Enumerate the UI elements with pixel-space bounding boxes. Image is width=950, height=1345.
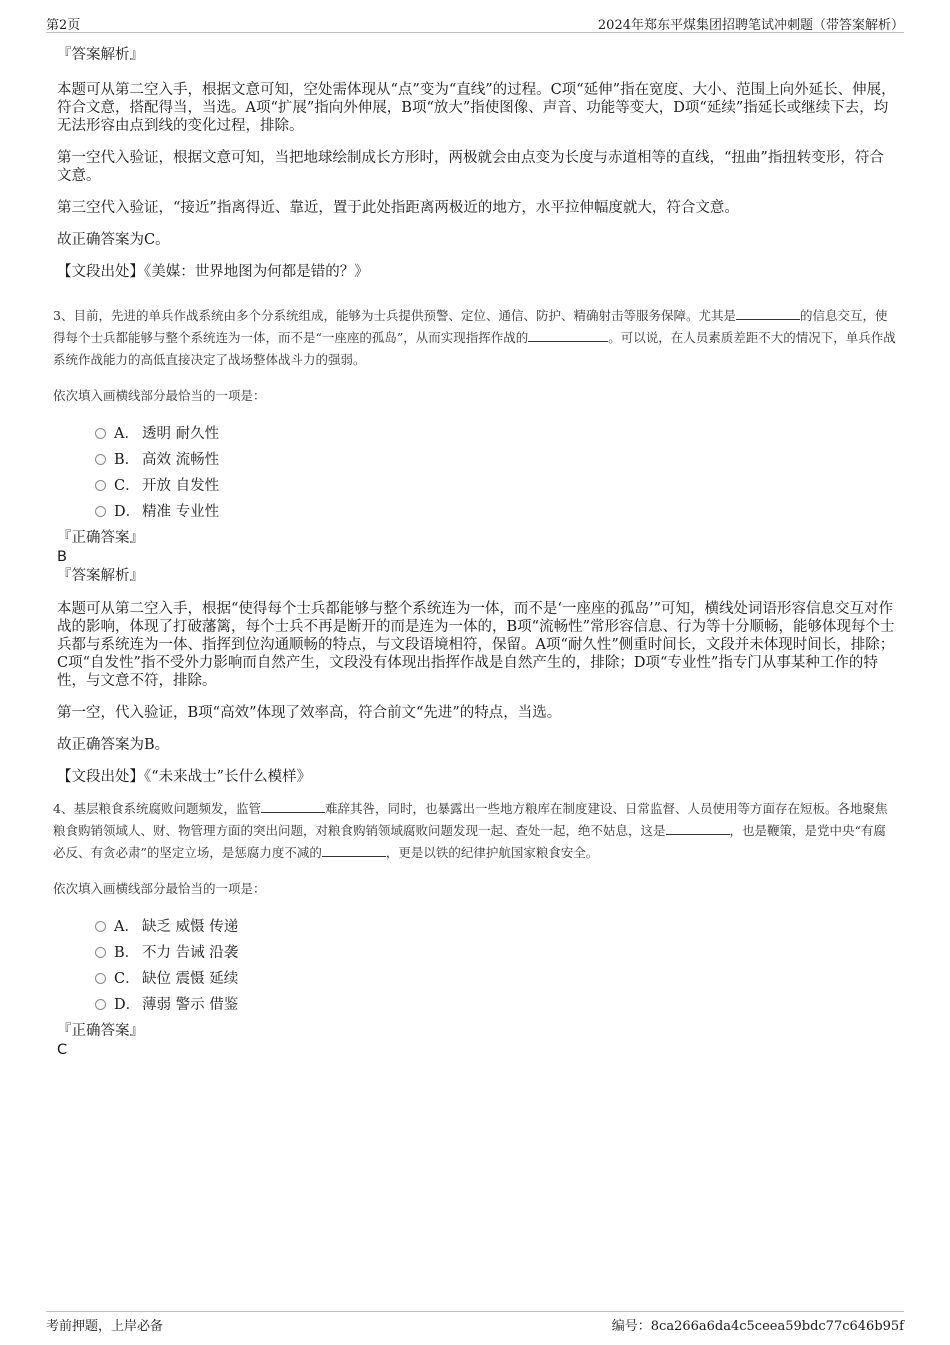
q3-correct-label: 『正确答案』: [57, 530, 144, 546]
q4-correct-answer: C: [57, 1042, 68, 1058]
document-title: 2024年郑东平煤集团招聘笔试冲刺题（带答案解析）: [597, 18, 904, 33]
q3-stem: 3、目前，先进的单兵作战系统由多个分系统组成，能够为士兵提供预警、定位、通信、防护、精确射击等服务保障。尤其是 的信息交互，使得每个士兵都能够与整个系统连为一体，而不是“一座座的孤岛”，从而实现指挥作战的 。可以说，在人员素质差距不大的情况下，单兵作战系统作战能力的高低直接决定了战场整体战斗力的强弱。: [53, 308, 896, 367]
q3-option-d[interactable]: D． 精准 专业性: [95, 499, 897, 525]
q2-analysis-label: 『答案解析』: [57, 47, 144, 63]
q2-source: 【文段出处】《美媒：世界地图为何都是错的？》: [57, 264, 369, 280]
q4-stem: 4、基层粮食系统腐败问题频发，监管 难辞其咎，同时，也暴露出一些地方粮库在制度建设、日常监督、人员使用等方面存在短板。各地聚焦粮食购销领域人、财、物管理方面的突出问题，对粮食购销领域腐败问题发现一起、查处一起，绝不姑息，这是 ，也是鞭策，是党中央“有腐必反、有贪必肃”的坚定立场，是惩腐力度不减的 ，更是以铁的纪律护航国家粮食安全。: [53, 801, 888, 860]
q3-blank-2: [528, 329, 608, 342]
q4-blank-2: [666, 822, 730, 835]
q2-analysis-p1: 本题可从第二空入手，根据文意可知，空处需体现从“点”变为“直线”的过程。C项“延伸”指在宽度、大小、范围上向外延长、伸展，符合文意，搭配得当，当选。A项“扩展”指向外伸展，B项“放大”指使图像、声音、功能等变大，D项“延续”指延长或继续下去，均无法形容由点到线的变化过程，排除。: [57, 82, 896, 134]
page-content: [53, 46, 897, 1060]
footer-slogan: 考前押题，上岸必备: [46, 1319, 164, 1334]
radio-button[interactable]: [95, 506, 106, 517]
q3-option-b[interactable]: B． 高效 流畅性: [95, 447, 897, 473]
q2-analysis-p2: 第一空代入验证，根据文意可知，当把地球绘制成长方形时，两极就会由点变为长度与赤道相等的直线，“扭曲”指扭转变形，符合文意。: [57, 150, 884, 184]
page-number: 第2页: [46, 18, 81, 33]
q4-option-d[interactable]: D． 薄弱 警示 借鉴: [95, 992, 897, 1018]
document-id: 编号：8ca266a6da4c5ceea59bdc77c646b95f: [611, 1319, 904, 1334]
q3-prompt: 依次填入画横线部分最恰当的一项是：: [53, 388, 266, 403]
page-footer: [46, 1311, 904, 1335]
q3-option-c[interactable]: C． 开放 自发性: [95, 473, 897, 499]
q4-blank-1: [261, 800, 325, 813]
q4-option-a[interactable]: A． 缺乏 威慑 传递: [95, 914, 897, 940]
q4-option-b[interactable]: B． 不力 告诫 沿袭: [95, 940, 897, 966]
q3-option-a[interactable]: A． 透明 耐久性: [95, 421, 897, 447]
q3-conclusion: 故正确答案为B。: [57, 737, 170, 753]
radio-button[interactable]: [95, 947, 106, 958]
radio-button[interactable]: [95, 480, 106, 491]
q2-analysis-p3: 第三空代入验证，“接近”指离得近、靠近，置于此处指距离两极近的地方，水平拉伸幅度就大，符合文意。: [57, 200, 739, 216]
q4-option-c[interactable]: C． 缺位 震慑 延续: [95, 966, 897, 992]
q2-conclusion: 故正确答案为C。: [57, 232, 170, 248]
radio-button[interactable]: [95, 428, 106, 439]
q4-blank-3: [322, 844, 386, 857]
q3-analysis-p2: 第一空，代入验证，B项“高效”体现了效率高，符合前文“先进”的特点，当选。: [57, 705, 562, 721]
radio-button[interactable]: [95, 973, 106, 984]
q4-options: [57, 914, 897, 1018]
q3-analysis-label: 『答案解析』: [57, 568, 144, 584]
radio-button[interactable]: [95, 454, 106, 465]
q4-correct-label: 『正确答案』: [57, 1023, 144, 1039]
q3-options: [57, 421, 897, 525]
q3-correct-answer: B: [57, 549, 67, 565]
radio-button[interactable]: [95, 999, 106, 1010]
q3-source: 【文段出处】《“未来战士”长什么模样》: [57, 769, 312, 785]
q4-prompt: 依次填入画横线部分最恰当的一项是：: [53, 881, 266, 896]
page-header: [46, 14, 904, 33]
radio-button[interactable]: [95, 921, 106, 932]
q3-blank-1: [736, 307, 800, 320]
q3-analysis-p1: 本题可从第二空入手，根据“使得每个士兵都能够与整个系统连为一体，而不是‘一座座的孤岛’”可知，横线处词语形容信息交互对作战的影响，体现了打破藩篱，每个士兵不再是断开的而是连为一体的，B项“流畅性”常形容信息、行为等十分顺畅，能够体现每个士兵都与系统连为一体、指挥到位沟通顺畅的特点，与文段语境相符，保留。A项“耐久性”侧重时间长，文段并未体现时间长，排除；C项“自发性”指不受外力影响而自然产生，文段没有体现出指挥作战是自然产生的，排除；D项“专业性”指专门从事某种工作的特性，与文意不符，排除。: [57, 601, 895, 689]
